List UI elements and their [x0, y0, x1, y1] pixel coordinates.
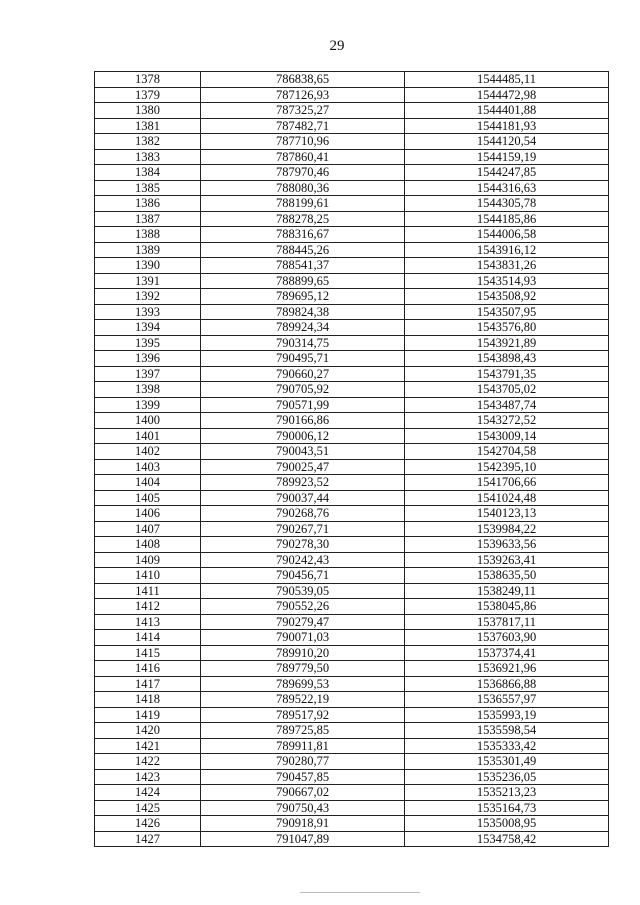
y-coordinate-cell: 1539984,22	[405, 521, 609, 537]
y-coordinate-cell: 1543508,92	[405, 289, 609, 305]
table-row	[95, 258, 609, 274]
point-number-cell: 1426	[95, 816, 201, 832]
x-coordinate-cell: 790314,75	[201, 335, 405, 351]
point-number-cell: 1393	[95, 304, 201, 320]
table-row	[95, 320, 609, 336]
y-coordinate-cell: 1544006,58	[405, 227, 609, 243]
page-number: 29	[329, 38, 345, 54]
y-coordinate-cell: 1540123,13	[405, 506, 609, 522]
y-coordinate-cell: 1538249,11	[405, 583, 609, 599]
y-coordinate-cell: 1544401,88	[405, 103, 609, 119]
table-row	[95, 599, 609, 615]
table-row	[95, 568, 609, 584]
x-coordinate-cell: 790037,44	[201, 490, 405, 506]
point-number-cell: 1422	[95, 754, 201, 770]
table-row	[95, 118, 609, 134]
y-coordinate-cell: 1537374,41	[405, 645, 609, 661]
point-number-cell: 1416	[95, 661, 201, 677]
point-number-cell: 1378	[95, 72, 201, 88]
x-coordinate-cell: 789725,85	[201, 723, 405, 739]
x-coordinate-cell: 790456,71	[201, 568, 405, 584]
point-number-cell: 1382	[95, 134, 201, 150]
table-row	[95, 785, 609, 801]
y-coordinate-cell: 1535301,49	[405, 754, 609, 770]
point-number-cell: 1386	[95, 196, 201, 212]
table-row	[95, 583, 609, 599]
x-coordinate-cell: 790918,91	[201, 816, 405, 832]
y-coordinate-cell: 1542395,10	[405, 459, 609, 475]
point-number-cell: 1389	[95, 242, 201, 258]
y-coordinate-cell: 1538635,50	[405, 568, 609, 584]
table-row	[95, 134, 609, 150]
table-row	[95, 816, 609, 832]
x-coordinate-cell: 788199,61	[201, 196, 405, 212]
point-number-cell: 1419	[95, 707, 201, 723]
x-coordinate-cell: 788080,36	[201, 180, 405, 196]
y-coordinate-cell: 1537603,90	[405, 630, 609, 646]
table-row	[95, 459, 609, 475]
point-number-cell: 1423	[95, 769, 201, 785]
table-row	[95, 428, 609, 444]
x-coordinate-cell: 787325,27	[201, 103, 405, 119]
x-coordinate-cell: 787860,41	[201, 149, 405, 165]
point-number-cell: 1395	[95, 335, 201, 351]
x-coordinate-cell: 788899,65	[201, 273, 405, 289]
y-coordinate-cell: 1544159,19	[405, 149, 609, 165]
table-row	[95, 444, 609, 460]
table-row	[95, 692, 609, 708]
y-coordinate-cell: 1539633,56	[405, 537, 609, 553]
x-coordinate-cell: 786838,65	[201, 72, 405, 88]
x-coordinate-cell: 789699,53	[201, 676, 405, 692]
x-coordinate-cell: 790571,99	[201, 397, 405, 413]
table-row	[95, 72, 609, 88]
y-coordinate-cell: 1543705,02	[405, 382, 609, 398]
point-number-cell: 1403	[95, 459, 201, 475]
x-coordinate-cell: 787710,96	[201, 134, 405, 150]
table-row	[95, 211, 609, 227]
y-coordinate-cell: 1543898,43	[405, 351, 609, 367]
x-coordinate-cell: 790071,03	[201, 630, 405, 646]
x-coordinate-cell: 791047,89	[201, 831, 405, 847]
y-coordinate-cell: 1543009,14	[405, 428, 609, 444]
x-coordinate-cell: 787126,93	[201, 87, 405, 103]
y-coordinate-cell: 1536921,96	[405, 661, 609, 677]
x-coordinate-cell: 787970,46	[201, 165, 405, 181]
point-number-cell: 1407	[95, 521, 201, 537]
y-coordinate-cell: 1535993,19	[405, 707, 609, 723]
x-coordinate-cell: 790539,05	[201, 583, 405, 599]
point-number-cell: 1401	[95, 428, 201, 444]
y-coordinate-cell: 1543487,74	[405, 397, 609, 413]
y-coordinate-cell: 1535008,95	[405, 816, 609, 832]
y-coordinate-cell: 1543507,95	[405, 304, 609, 320]
x-coordinate-cell: 790705,92	[201, 382, 405, 398]
table-row	[95, 754, 609, 770]
table-row	[95, 304, 609, 320]
y-coordinate-cell: 1543791,35	[405, 366, 609, 382]
point-number-cell: 1415	[95, 645, 201, 661]
y-coordinate-cell: 1535236,05	[405, 769, 609, 785]
y-coordinate-cell: 1538045,86	[405, 599, 609, 615]
y-coordinate-cell: 1544247,85	[405, 165, 609, 181]
table-row	[95, 397, 609, 413]
table-row	[95, 723, 609, 739]
table-row	[95, 196, 609, 212]
point-number-cell: 1417	[95, 676, 201, 692]
y-coordinate-cell: 1542704,58	[405, 444, 609, 460]
point-number-cell: 1394	[95, 320, 201, 336]
table-row	[95, 227, 609, 243]
point-number-cell: 1406	[95, 506, 201, 522]
table-row	[95, 351, 609, 367]
point-number-cell: 1400	[95, 413, 201, 429]
x-coordinate-cell: 790278,30	[201, 537, 405, 553]
table-row	[95, 769, 609, 785]
y-coordinate-cell: 1536557,97	[405, 692, 609, 708]
point-number-cell: 1385	[95, 180, 201, 196]
x-coordinate-cell: 787482,71	[201, 118, 405, 134]
coordinates-table-body	[95, 72, 609, 847]
point-number-cell: 1404	[95, 475, 201, 491]
table-row	[95, 273, 609, 289]
point-number-cell: 1408	[95, 537, 201, 553]
y-coordinate-cell: 1535164,73	[405, 800, 609, 816]
x-coordinate-cell: 789924,34	[201, 320, 405, 336]
y-coordinate-cell: 1535598,54	[405, 723, 609, 739]
y-coordinate-cell: 1544181,93	[405, 118, 609, 134]
x-coordinate-cell: 790457,85	[201, 769, 405, 785]
y-coordinate-cell: 1543916,12	[405, 242, 609, 258]
point-number-cell: 1410	[95, 568, 201, 584]
point-number-cell: 1421	[95, 738, 201, 754]
y-coordinate-cell: 1534758,42	[405, 831, 609, 847]
point-number-cell: 1392	[95, 289, 201, 305]
point-number-cell: 1409	[95, 552, 201, 568]
point-number-cell: 1412	[95, 599, 201, 615]
point-number-cell: 1402	[95, 444, 201, 460]
table-row	[95, 552, 609, 568]
table-row	[95, 242, 609, 258]
x-coordinate-cell: 788445,26	[201, 242, 405, 258]
table-row	[95, 614, 609, 630]
y-coordinate-cell: 1541024,48	[405, 490, 609, 506]
x-coordinate-cell: 790268,76	[201, 506, 405, 522]
table-row	[95, 490, 609, 506]
point-number-cell: 1379	[95, 87, 201, 103]
table-row	[95, 707, 609, 723]
x-coordinate-cell: 789923,52	[201, 475, 405, 491]
x-coordinate-cell: 788541,37	[201, 258, 405, 274]
y-coordinate-cell: 1535333,42	[405, 738, 609, 754]
table-row	[95, 537, 609, 553]
point-number-cell: 1390	[95, 258, 201, 274]
point-number-cell: 1414	[95, 630, 201, 646]
x-coordinate-cell: 790166,86	[201, 413, 405, 429]
point-number-cell: 1383	[95, 149, 201, 165]
x-coordinate-cell: 790280,77	[201, 754, 405, 770]
table-row	[95, 413, 609, 429]
point-number-cell: 1418	[95, 692, 201, 708]
table-row	[95, 165, 609, 181]
y-coordinate-cell: 1544185,86	[405, 211, 609, 227]
point-number-cell: 1420	[95, 723, 201, 739]
y-coordinate-cell: 1543576,80	[405, 320, 609, 336]
x-coordinate-cell: 790043,51	[201, 444, 405, 460]
y-coordinate-cell: 1544485,11	[405, 72, 609, 88]
table-row	[95, 521, 609, 537]
y-coordinate-cell: 1544120,54	[405, 134, 609, 150]
x-coordinate-cell: 790242,43	[201, 552, 405, 568]
point-number-cell: 1424	[95, 785, 201, 801]
point-number-cell: 1399	[95, 397, 201, 413]
point-number-cell: 1396	[95, 351, 201, 367]
x-coordinate-cell: 790660,27	[201, 366, 405, 382]
table-row	[95, 800, 609, 816]
point-number-cell: 1427	[95, 831, 201, 847]
point-number-cell: 1397	[95, 366, 201, 382]
x-coordinate-cell: 790495,71	[201, 351, 405, 367]
x-coordinate-cell: 788278,25	[201, 211, 405, 227]
point-number-cell: 1381	[95, 118, 201, 134]
point-number-cell: 1405	[95, 490, 201, 506]
y-coordinate-cell: 1535213,23	[405, 785, 609, 801]
point-number-cell: 1388	[95, 227, 201, 243]
table-row	[95, 366, 609, 382]
x-coordinate-cell: 789517,92	[201, 707, 405, 723]
x-coordinate-cell: 790267,71	[201, 521, 405, 537]
x-coordinate-cell: 789824,38	[201, 304, 405, 320]
table-row	[95, 738, 609, 754]
table-row	[95, 382, 609, 398]
y-coordinate-cell: 1543514,93	[405, 273, 609, 289]
x-coordinate-cell: 789911,81	[201, 738, 405, 754]
table-row	[95, 149, 609, 165]
y-coordinate-cell: 1543921,89	[405, 335, 609, 351]
x-coordinate-cell: 790667,02	[201, 785, 405, 801]
x-coordinate-cell: 790750,43	[201, 800, 405, 816]
y-coordinate-cell: 1536866,88	[405, 676, 609, 692]
table-row	[95, 506, 609, 522]
point-number-cell: 1411	[95, 583, 201, 599]
y-coordinate-cell: 1543272,52	[405, 413, 609, 429]
x-coordinate-cell: 790552,26	[201, 599, 405, 615]
x-coordinate-cell: 789695,12	[201, 289, 405, 305]
point-number-cell: 1380	[95, 103, 201, 119]
table-row	[95, 676, 609, 692]
point-number-cell: 1384	[95, 165, 201, 181]
table-row	[95, 475, 609, 491]
table-row	[95, 180, 609, 196]
y-coordinate-cell: 1544305,78	[405, 196, 609, 212]
x-coordinate-cell: 789910,20	[201, 645, 405, 661]
page-footer-rule	[300, 892, 420, 893]
x-coordinate-cell: 790006,12	[201, 428, 405, 444]
point-number-cell: 1425	[95, 800, 201, 816]
point-number-cell: 1413	[95, 614, 201, 630]
table-row	[95, 831, 609, 847]
point-number-cell: 1398	[95, 382, 201, 398]
y-coordinate-cell: 1544472,98	[405, 87, 609, 103]
point-number-cell: 1387	[95, 211, 201, 227]
y-coordinate-cell: 1539263,41	[405, 552, 609, 568]
point-number-cell: 1391	[95, 273, 201, 289]
coordinates-table	[94, 71, 609, 847]
table-row	[95, 87, 609, 103]
x-coordinate-cell: 790025,47	[201, 459, 405, 475]
y-coordinate-cell: 1543831,26	[405, 258, 609, 274]
x-coordinate-cell: 790279,47	[201, 614, 405, 630]
table-row	[95, 661, 609, 677]
y-coordinate-cell: 1541706,66	[405, 475, 609, 491]
table-row	[95, 630, 609, 646]
y-coordinate-cell: 1537817,11	[405, 614, 609, 630]
table-row	[95, 103, 609, 119]
x-coordinate-cell: 789779,50	[201, 661, 405, 677]
y-coordinate-cell: 1544316,63	[405, 180, 609, 196]
table-row	[95, 645, 609, 661]
table-row	[95, 289, 609, 305]
table-row	[95, 335, 609, 351]
x-coordinate-cell: 789522,19	[201, 692, 405, 708]
x-coordinate-cell: 788316,67	[201, 227, 405, 243]
